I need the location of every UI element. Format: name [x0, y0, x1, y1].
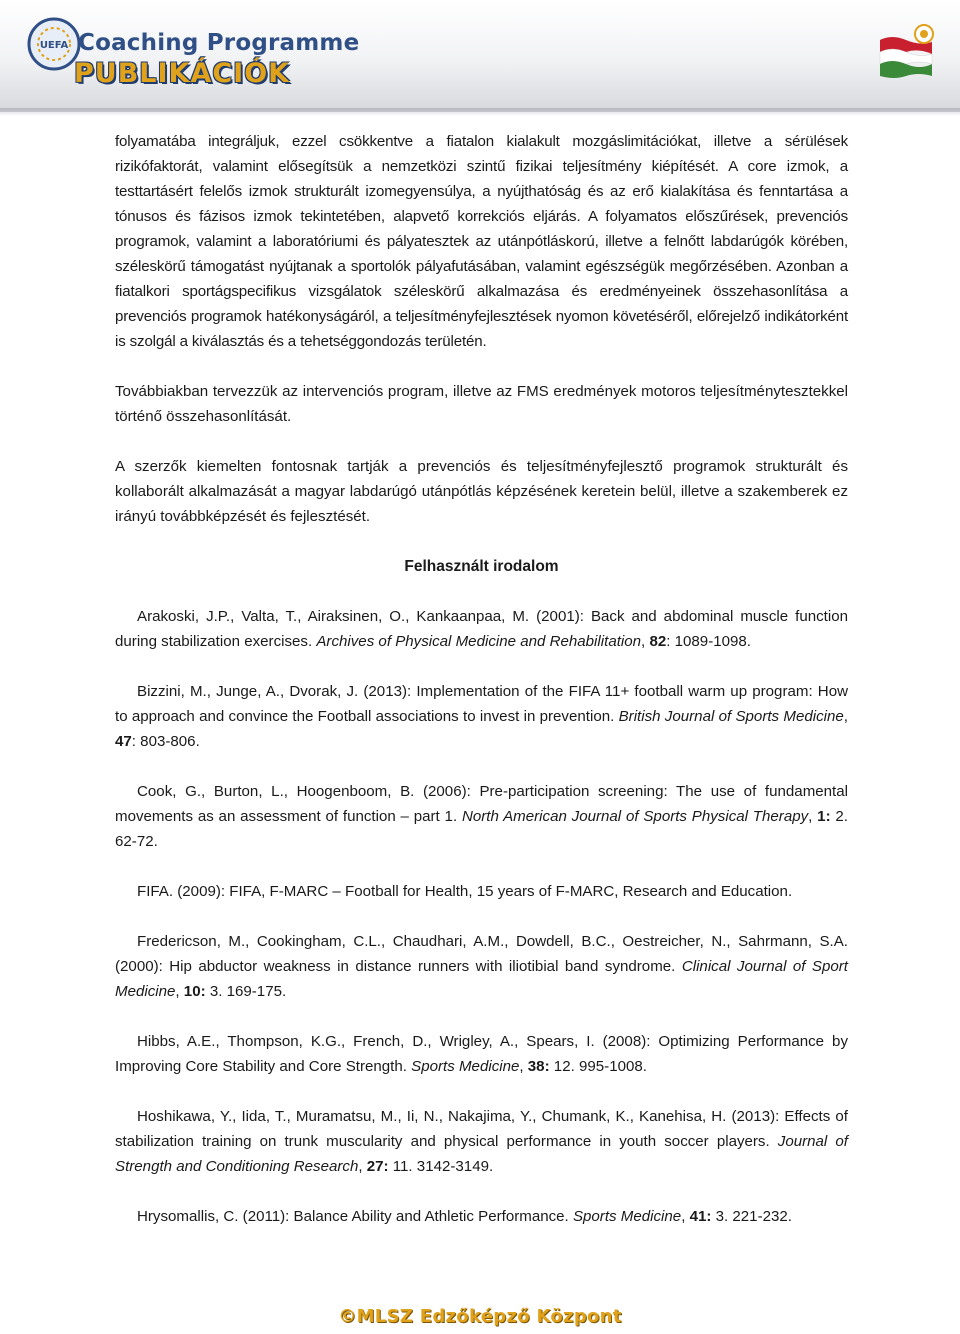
paragraph-future-plans: Továbbiakban tervezzük az intervenciós program, illetve az FMS eredmények motoros teljesítménytesztekkel történő összehasonlítását. [115, 383, 848, 425]
reference-item: Hoshikawa, Y., Iida, T., Muramatsu, M., Ii, N., Nakajima, Y., Chumank, K., Kanehisa, H. (2013): Effects of stabilization training on trunk muscularity and physical performance in youth soccer players. Journal of Strength and Conditioning Research, 27: 11. 3142-3149. [115, 1108, 848, 1175]
header-banner [0, 0, 960, 112]
reference-item: Hibbs, A.E., Thompson, K.G., French, D., Wrigley, A., Spears, I. (2008): Optimizing Performance by Improving Core Stability and Core Strength. Sports Medicine, 38: 12. 995-1008. [115, 1033, 848, 1075]
brand-subtitle: PUBLIKÁCIÓK [74, 58, 291, 89]
hungarian-flag-emblem-icon [872, 20, 940, 86]
paragraph-intro: folyamatába integráljuk, ezzel csökkentve a fiatalon kialakult mozgáslimitációkat, illetve a sérülések rizikófaktorát, valamint elősegítsük a nemzetközi szintű fizikai teljesítmény kiépítését. A core izmok, a testtartásért felelős izmok strukturált izomegyensúlya, a nyújthatóság és az erő kialakítása és fenntartása a tónusos és fázisos izmok tekintetében, alapvető korrekciós eljárás. A folyamatos előszűrések, prevenciós programok, valamint a laboratóriumi és pályatesztek az utánpótláskorú, illetve a felnőtt labdarúgók körében, széleskörű támogatást nyújtanak a sportolók pályafutásában, valamint egészségük megőrzésében. Azonban a fiatalkori sportágspecifikus vizsgálatok széleskörű alkalmazása és eredményeinek összehasonlítása a prevenciós programok hatékonyságáról, a teljesítményfejlesztések nyomon követéséről, előrejelző indikátorként is szolgál a kiválasztás és a tehetséggondozás területén. [115, 133, 848, 350]
footer-copyright: ©MLSZ Edzőképző Központ [338, 1306, 622, 1327]
reference-item: Arakoski, J.P., Valta, T., Airaksinen, O., Kankaanpaa, M. (2001): Back and abdominal muscle function during stabilization exercises. Archives of Physical Medicine and Rehabilitation, 82: 1089-1098. [115, 608, 848, 650]
reference-item: Cook, G., Burton, L., Hoogenboom, B. (2006): Pre-participation screening: The use of fundamental movements as an assessment of function – part 1. North American Journal of Sports Physical Therapy, 1: 2. 62-72. [115, 783, 848, 850]
document-body [115, 129, 848, 1254]
paragraph-conclusion: A szerzők kiemelten fontosnak tartják a prevenciós és teljesítményfejlesztő programok strukturált és kollaborált alkalmazását a magyar labdarúgó utánpótlás képzésének keretein belül, illetve a szakemberek ez irányú továbbképzését és fejlesztését. [115, 458, 848, 525]
reference-item: Fredericson, M., Cookingham, C.L., Chaudhari, A.M., Dowdell, B.C., Oestreicher, N., Sahrmann, S.A. (2000): Hip abductor weakness in distance runners with iliotibial band syndrome. Clinical Journal of Sport Medicine, 10: 3. 169-175. [115, 933, 848, 1000]
reference-item: FIFA. (2009): FIFA, F-MARC – Football for Health, 15 years of F-MARC, Research and Education. [137, 883, 793, 900]
reference-list [115, 604, 848, 1229]
brand-title: Coaching Programme [78, 30, 360, 56]
logo-text: UEFA [39, 40, 69, 51]
header-shadow [0, 108, 960, 116]
reference-item: Bizzini, M., Junge, A., Dvorak, J. (2013): Implementation of the FIFA 11+ football warm up program: How to approach and convince the Football associations to invest in prevention. British Journal of Sports Medicine, 47: 803-806. [115, 683, 848, 750]
reference-item: Hrysomallis, C. (2011): Balance Ability and Athletic Performance. Sports Medicine, 41: 3. 221-232. [137, 1208, 792, 1225]
references-heading: Felhasznált irodalom [404, 558, 559, 575]
